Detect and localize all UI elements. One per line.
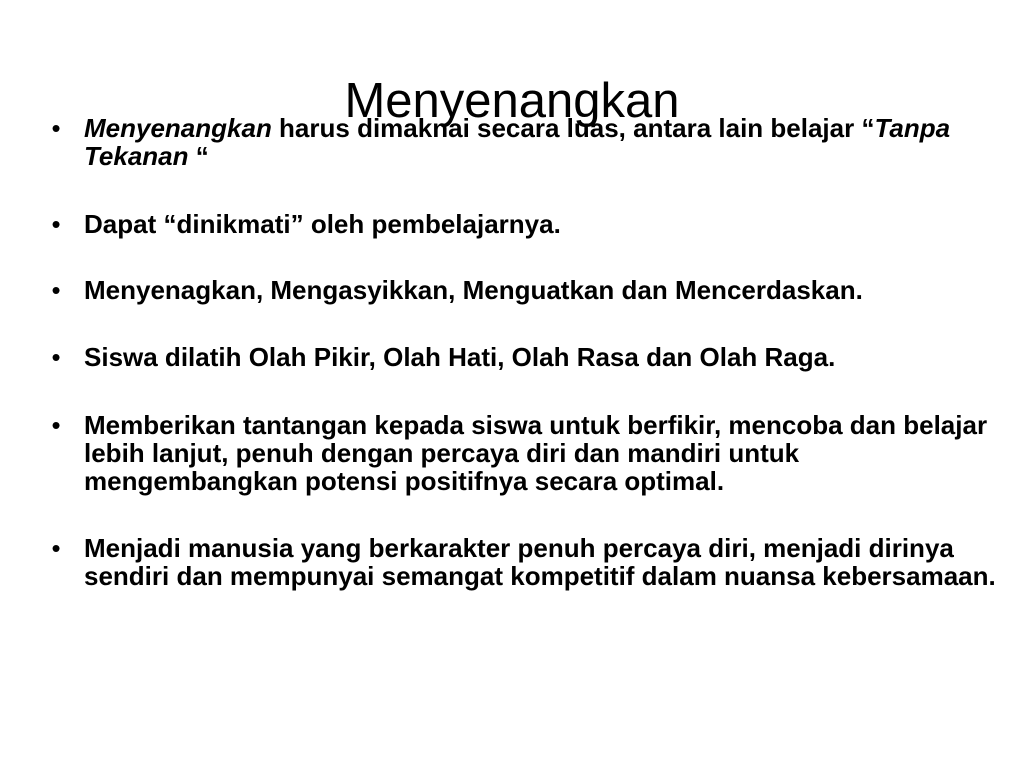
bullet-text: Dapat “dinikmati” oleh pembelajarnya. [84,209,561,239]
bullet-text-segment: harus dimaknai secara luas, antara lain belajar “ [271,113,875,143]
bullet-text: Menjadi manusia yang berkarakter penuh percaya diri, menjadi dirinya sendiri dan mempunyai semangat kompetitif dalam nuansa kebersamaan. [84,533,996,591]
bullet-icon: • [51,113,61,143]
slide-title: Menyenangkan [344,73,680,128]
bullet-text-segment: “ [188,141,209,171]
bullet-icon: • [51,410,61,440]
emphasis-text: Tanpa Tekanan [84,113,951,171]
emphasis-text: Menyenangkan [84,113,272,143]
bullet-icon: • [51,342,61,372]
bullet-item [46,411,996,495]
bullet-item [46,114,996,170]
bullet-icon: • [51,209,61,239]
bullet-item [46,276,996,304]
bullet-item [46,534,996,590]
bullet-item [46,210,996,238]
bullet-text: Menyenagkan, Mengasyikkan, Menguatkan dan Mencerdaskan. [84,275,863,305]
bullet-text [84,113,950,171]
bullet-item [46,343,996,371]
bullet-text: Memberikan tantangan kepada siswa untuk berfikir, mencoba dan belajar lebih lanjut, penuh dengan percaya diri dan mandiri untuk mengembangkan potensi positifnya secara optimal. [84,410,988,496]
bullet-list [46,114,996,590]
bullet-text: Siswa dilatih Olah Pikir, Olah Hati, Olah Rasa dan Olah Raga. [84,342,836,372]
bullet-icon: • [51,533,61,563]
bullet-icon: • [51,275,61,305]
